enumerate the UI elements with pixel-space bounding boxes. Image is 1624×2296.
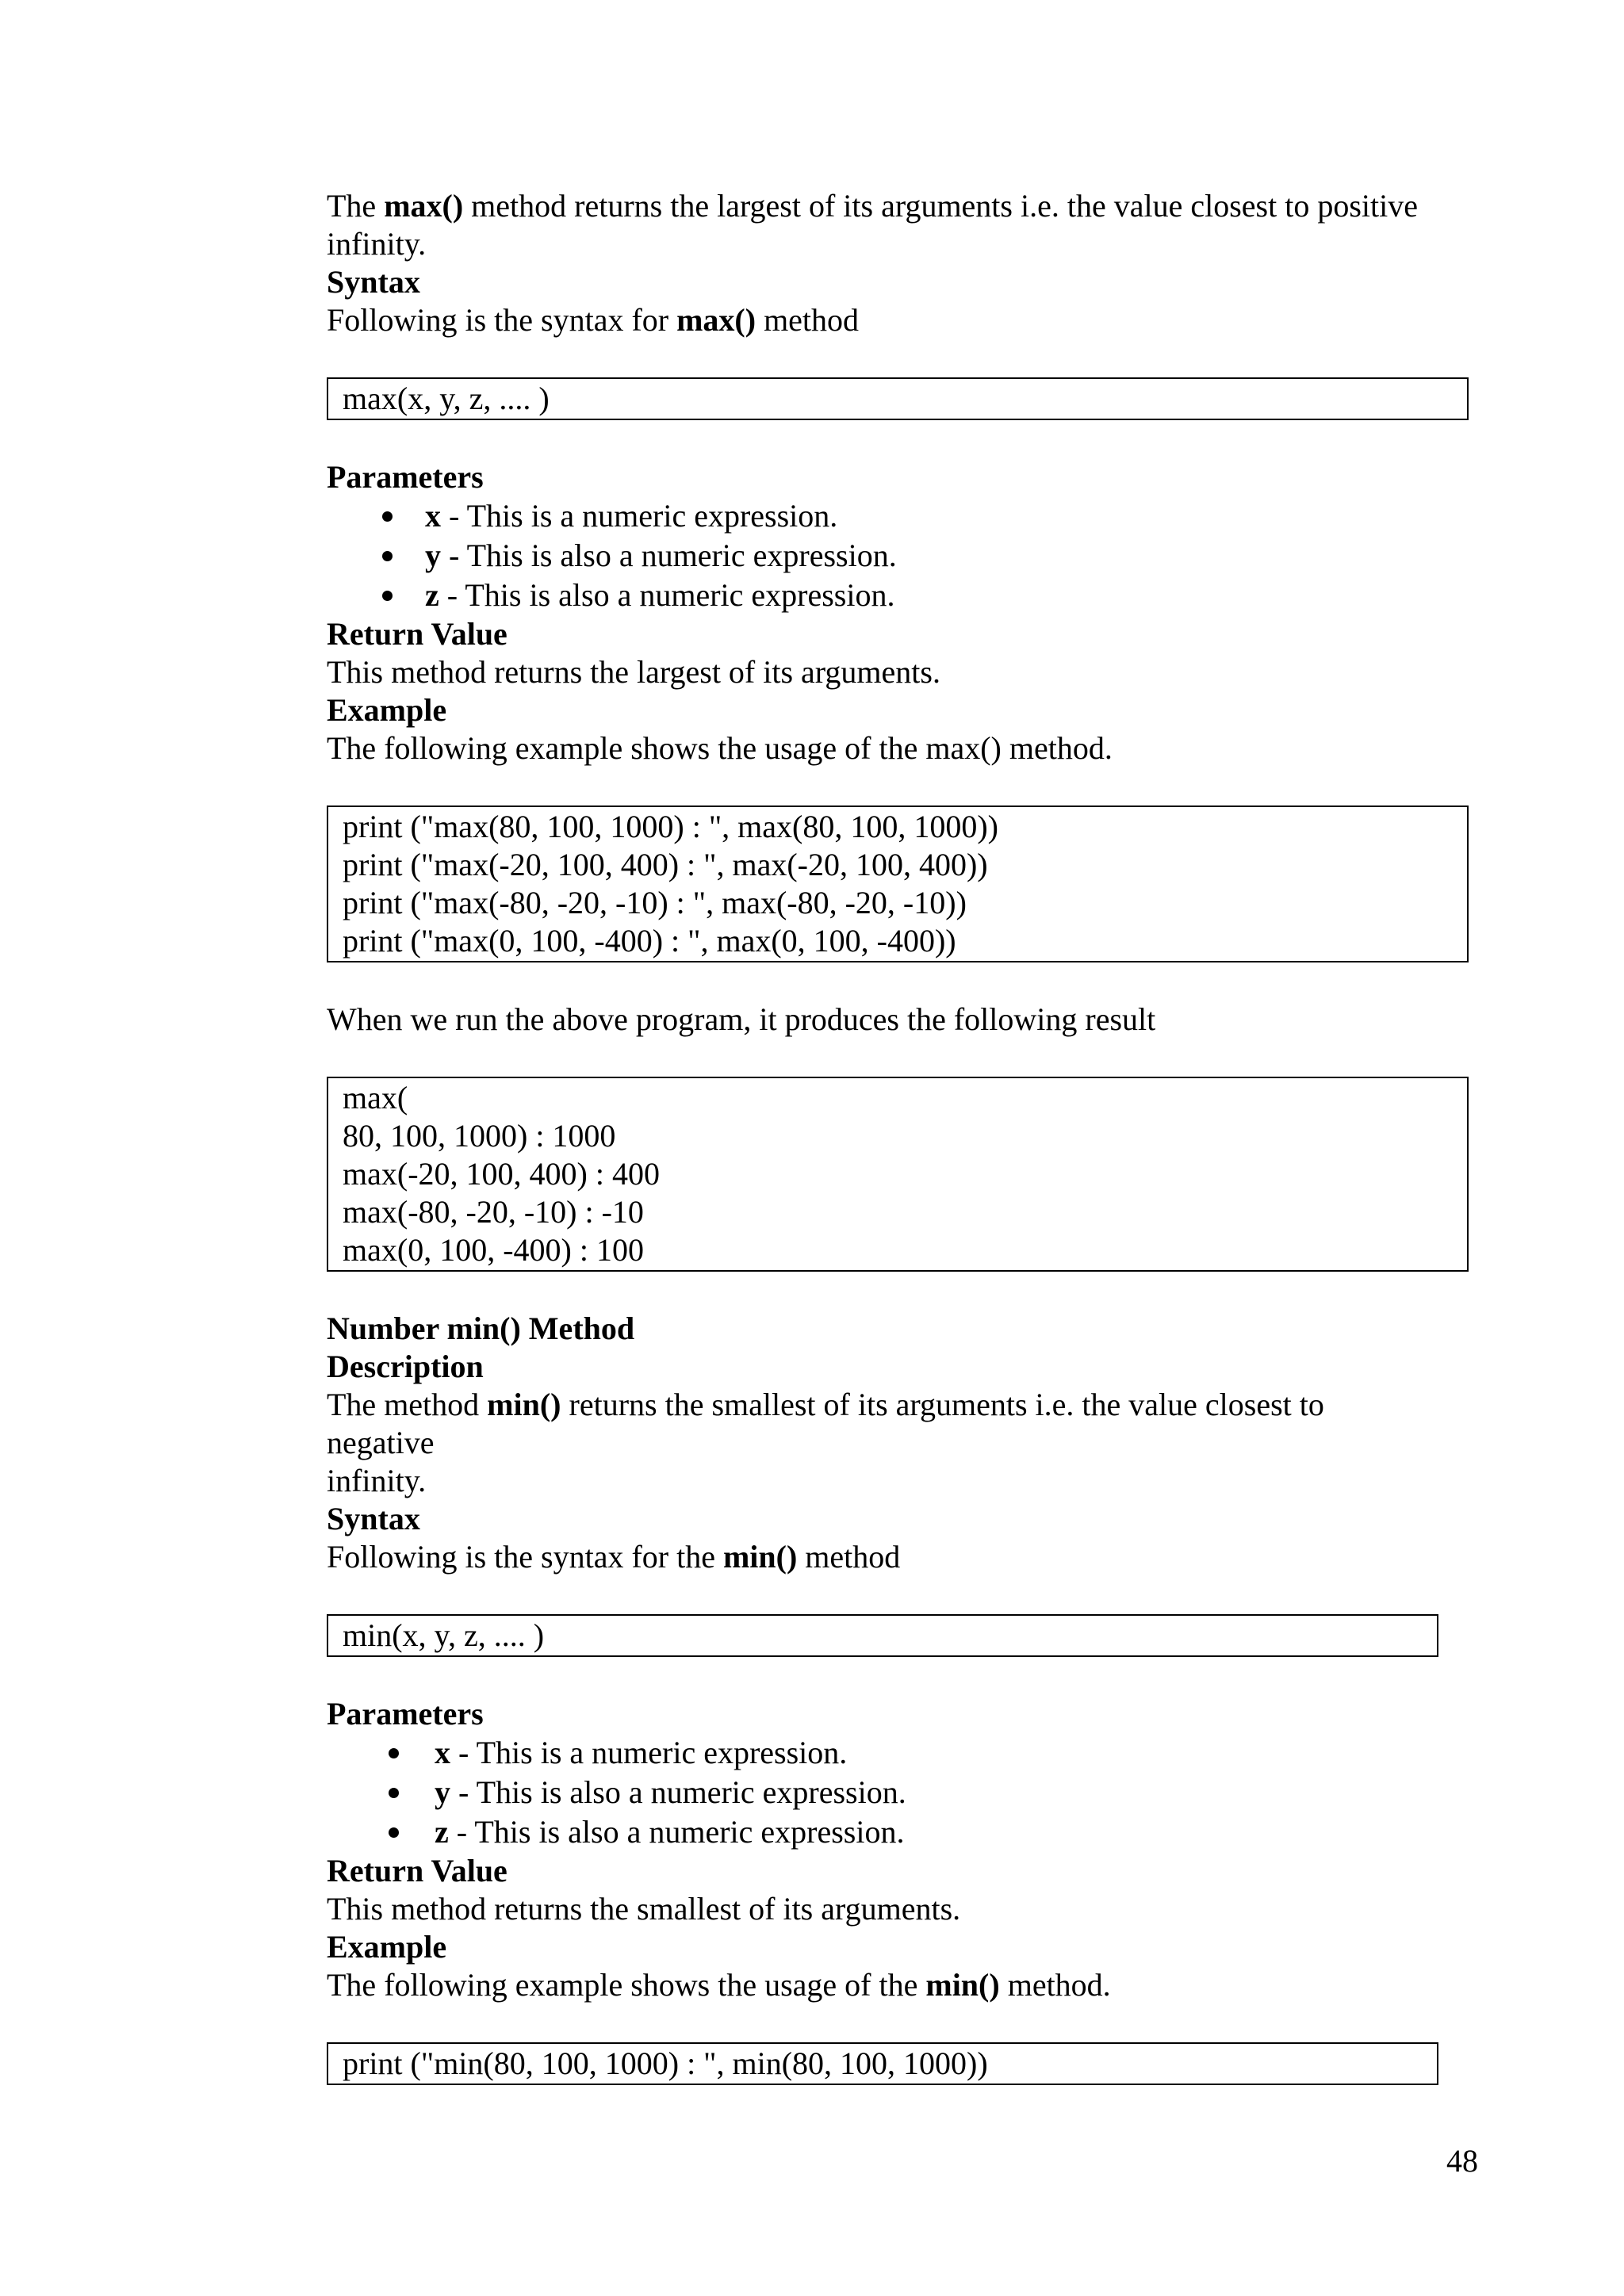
text-span: The following example shows the usage of the (327, 1967, 926, 2003)
max-syntax-code-box (327, 377, 1469, 420)
param-name: z (435, 1814, 449, 1850)
min-example-code-box (327, 2042, 1438, 2085)
param-name: z (425, 577, 439, 613)
param-name: y (425, 538, 441, 573)
list-item (327, 576, 1469, 615)
min-return-text: This method returns the smallest of its arguments. (327, 1891, 961, 1927)
list-item (327, 1773, 1469, 1812)
max-syntax-text (327, 301, 1469, 339)
param-name: x (435, 1735, 450, 1770)
min-intro-line3: infinity. (327, 1463, 427, 1498)
code-line: print ("max(0, 100, -400) : ", max(0, 100, -400)) (343, 923, 956, 959)
min-example-heading: Example (327, 1929, 447, 1965)
method-name: max() (676, 302, 756, 338)
code-line: print ("max(80, 100, 1000) : ", max(80, 100, 1000)) (343, 809, 998, 844)
method-name: min() (722, 1539, 798, 1575)
param-desc: - This is also a numeric expression. (439, 577, 895, 613)
text-span: Following is the syntax for the (327, 1539, 723, 1575)
bullet-icon (389, 1827, 399, 1838)
param-desc: - This is a numeric expression. (450, 1735, 848, 1770)
page-number: 48 (1446, 2143, 1478, 2179)
min-parameters-heading: Parameters (327, 1696, 484, 1732)
max-example-text: The following example shows the usage of the max() method. (327, 730, 1113, 766)
min-syntax-text (327, 1538, 1469, 1576)
text-span: returns the smallest of its arguments i.e. the value closest to (561, 1387, 1324, 1422)
code-line: max( (343, 1080, 408, 1115)
code-line: max(-80, -20, -10) : -10 (343, 1194, 644, 1230)
max-intro-line2: infinity. (327, 226, 427, 262)
bullet-icon (389, 1748, 399, 1758)
page-content (327, 187, 1469, 2085)
list-item (327, 1733, 1469, 1773)
max-parameters-heading: Parameters (327, 459, 484, 495)
code-line: max(x, y, z, .... ) (343, 381, 550, 416)
param-desc: - This is also a numeric expression. (450, 1774, 906, 1810)
max-syntax-heading: Syntax (327, 264, 420, 300)
max-result-text: When we run the above program, it produces the following result (327, 1001, 1156, 1037)
code-line: print ("max(-80, -20, -10) : ", max(-80, -20, -10)) (343, 885, 967, 920)
param-desc: - This is also a numeric expression. (441, 538, 897, 573)
min-intro-line2: negative (327, 1425, 435, 1460)
max-intro-line1 (327, 187, 1469, 225)
param-desc: - This is a numeric expression. (441, 498, 838, 534)
min-return-heading: Return Value (327, 1853, 508, 1888)
max-example-heading: Example (327, 692, 447, 728)
bullet-icon (382, 511, 393, 522)
bullet-icon (382, 591, 393, 601)
method-name: min() (487, 1387, 561, 1422)
text-span: method (756, 302, 860, 338)
text-span: method (797, 1539, 901, 1575)
text-span: method. (999, 1967, 1111, 2003)
min-intro-line1 (327, 1386, 1469, 1424)
param-desc: - This is also a numeric expression. (448, 1814, 905, 1850)
list-item (327, 496, 1469, 536)
method-name: min() (925, 1967, 1000, 2003)
bullet-icon (389, 1788, 399, 1798)
code-line: min(x, y, z, .... ) (343, 1617, 545, 1653)
param-name: y (435, 1774, 450, 1810)
code-line: max(0, 100, -400) : 100 (343, 1232, 644, 1268)
text-span: method returns the largest of its arguments i.e. the value closest to positive (463, 188, 1418, 224)
code-line: max(-20, 100, 400) : 400 (343, 1156, 660, 1192)
text-span: The (327, 188, 385, 224)
min-example-text (327, 1966, 1469, 2004)
param-name: x (425, 498, 441, 534)
max-return-text: This method returns the largest of its arguments. (327, 654, 940, 690)
code-line: 80, 100, 1000) : 1000 (343, 1118, 616, 1154)
code-line: print ("max(-20, 100, 400) : ", max(-20, 100, 400)) (343, 847, 988, 882)
min-section-title: Number min() Method (327, 1311, 635, 1346)
max-example-code-box (327, 806, 1469, 962)
min-parameters-list (327, 1733, 1469, 1852)
list-item (327, 1812, 1469, 1852)
min-syntax-code-box (327, 1614, 1438, 1657)
method-name: max() (384, 188, 464, 224)
min-description-heading: Description (327, 1349, 484, 1384)
max-return-heading: Return Value (327, 616, 508, 652)
text-span: Following is the syntax for (327, 302, 677, 338)
min-syntax-heading: Syntax (327, 1501, 420, 1536)
max-parameters-list (327, 496, 1469, 615)
list-item (327, 536, 1469, 576)
bullet-icon (382, 551, 393, 561)
max-result-code-box (327, 1077, 1469, 1272)
code-line: print ("min(80, 100, 1000) : ", min(80, 100, 1000)) (343, 2045, 988, 2081)
text-span: The method (327, 1387, 488, 1422)
